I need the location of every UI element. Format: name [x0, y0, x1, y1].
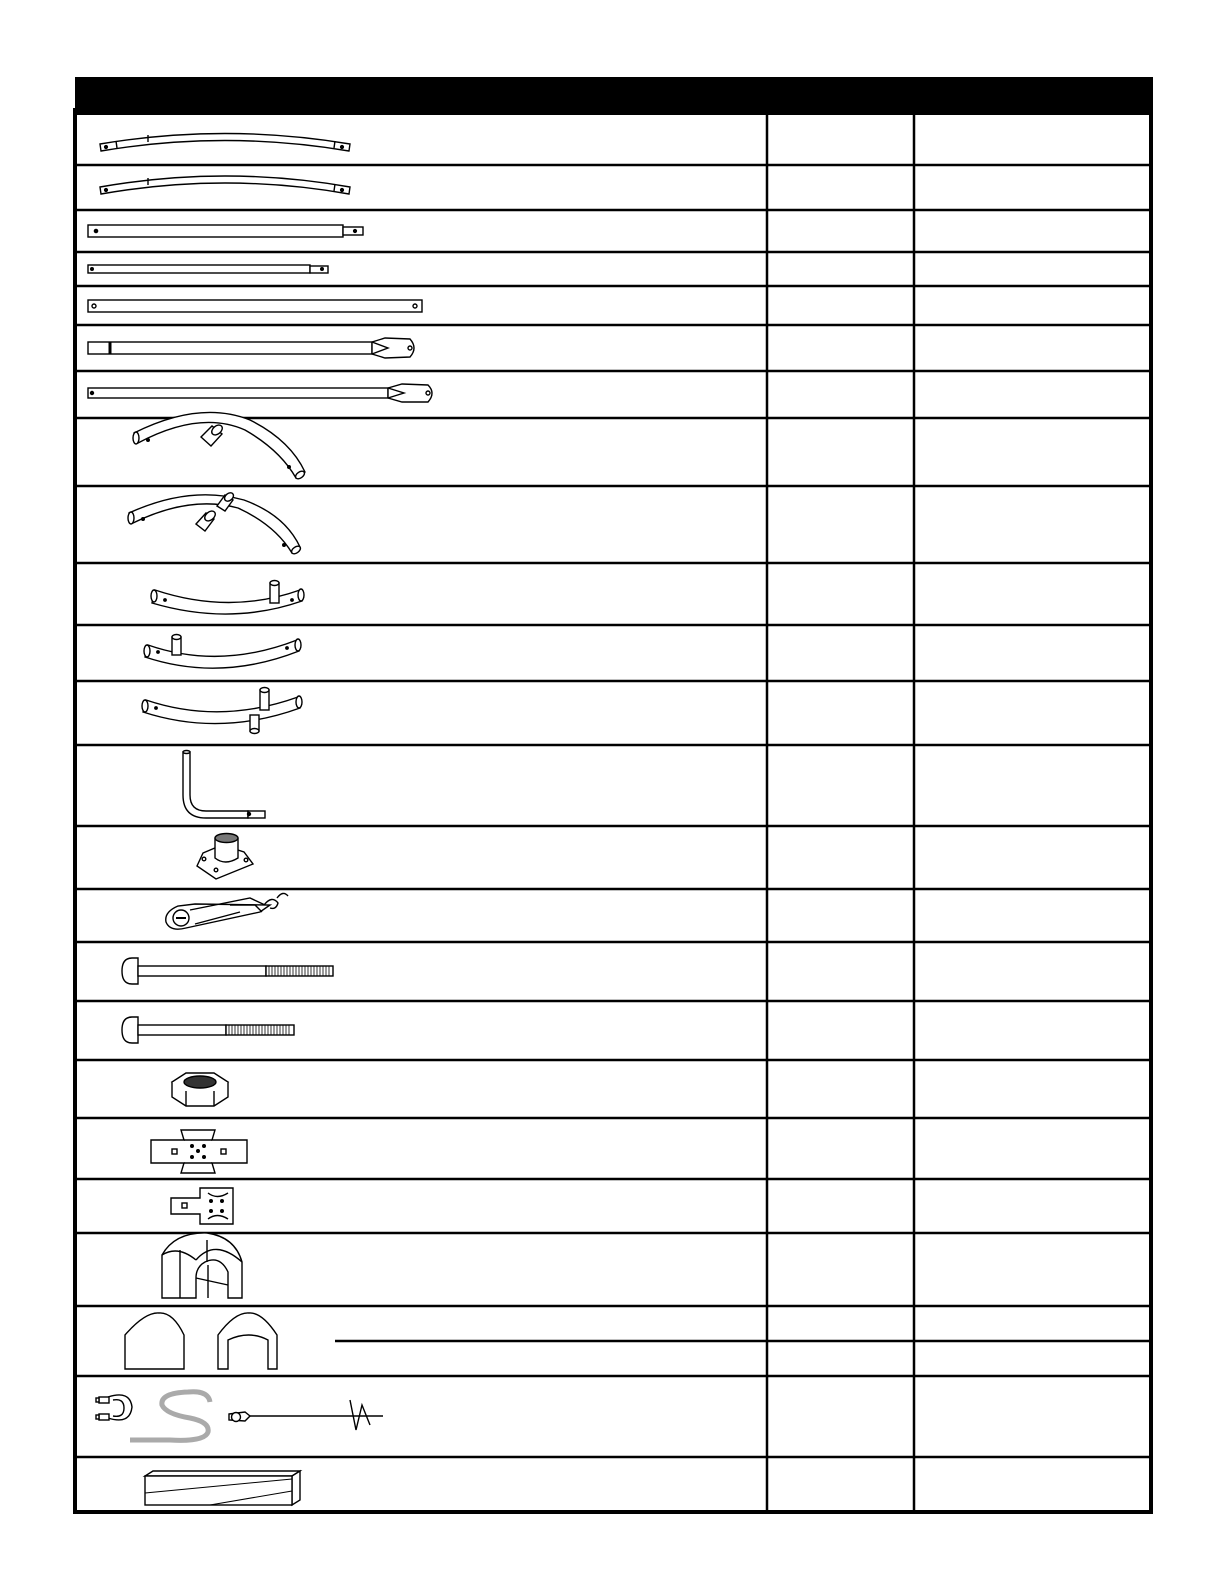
- flattened-end-tube-icon: [88, 384, 432, 402]
- curved-tee-connector-icon: [151, 581, 304, 615]
- single-bracket-plate-icon: [171, 1188, 233, 1224]
- wood-block-icon: [145, 1471, 300, 1505]
- flattened-end-tube-icon: [88, 338, 414, 358]
- anchor-kit-icon: [96, 1392, 383, 1441]
- canopy-cover-icon: [162, 1233, 242, 1298]
- double-tee-bent-connector-icon: [128, 491, 302, 555]
- ratchet-tensioner-icon: [166, 893, 288, 929]
- elbow-leg-icon: [183, 751, 265, 819]
- straight-tube-icon: [88, 300, 422, 312]
- curved-tee-connector-icon: [144, 635, 301, 669]
- straight-tube-swaged-icon: [88, 225, 363, 237]
- end-panels-icon: [125, 1313, 277, 1369]
- bent-connector-icon: [133, 412, 306, 480]
- straight-tube-swaged-icon: [88, 265, 328, 273]
- long-carriage-bolt-icon: [122, 958, 333, 984]
- curved-cross-connector-icon: [142, 688, 302, 734]
- curved-rail-icon: [100, 134, 350, 152]
- short-carriage-bolt-icon: [122, 1017, 294, 1043]
- curved-rail-icon: [100, 176, 350, 194]
- foot-plate-icon: [197, 834, 253, 880]
- double-bracket-plate-icon: [151, 1130, 247, 1173]
- header-bar: [75, 77, 1153, 115]
- hex-nut-icon: [172, 1073, 228, 1106]
